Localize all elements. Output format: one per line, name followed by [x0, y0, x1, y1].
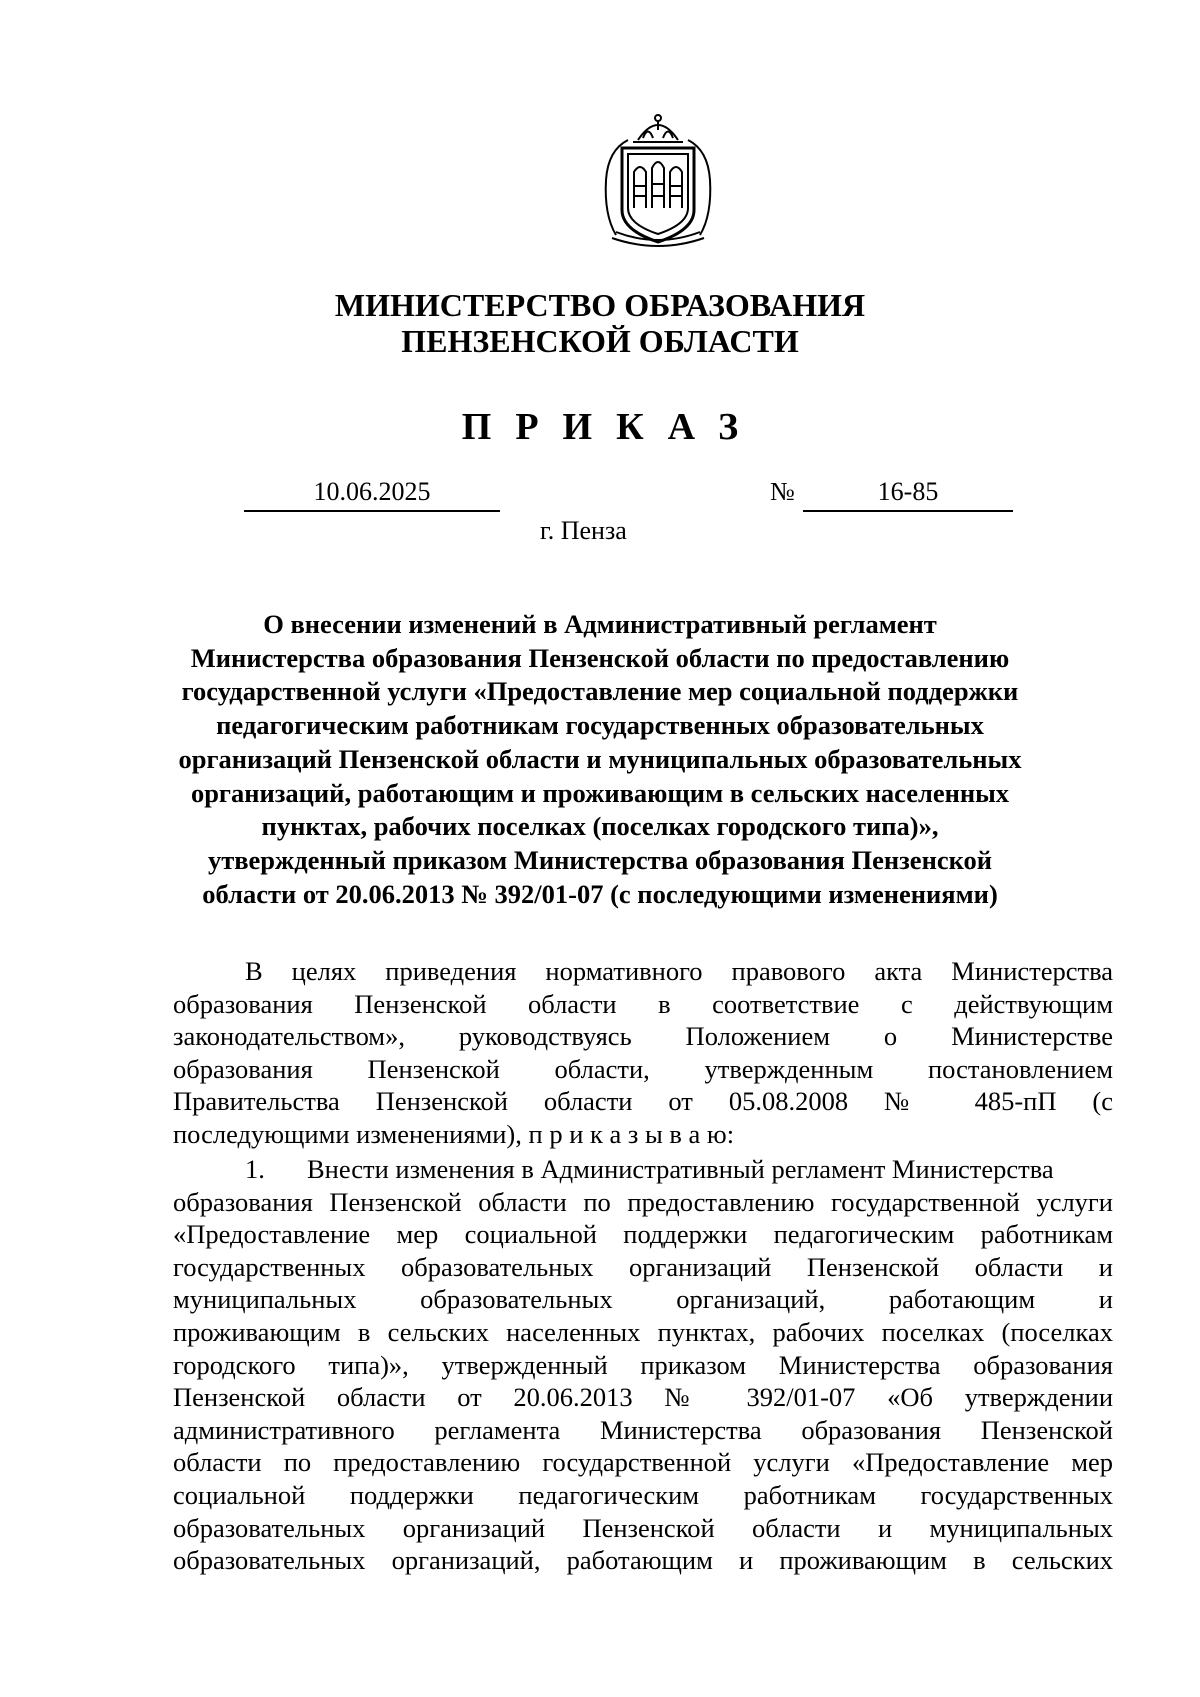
title-line: Министерства образования Пензенской области по предоставлению: [190, 642, 1010, 673]
document-type-heading: ПРИКАЗ: [461, 406, 763, 448]
paragraph-line: государственных образовательных организаций Пензенской области и: [173, 1251, 1113, 1282]
paragraph-line: проживающим в сельских населенных пунктах, рабочих поселках (поселках: [173, 1316, 1113, 1347]
paragraph-line: «Предоставление мер социальной поддержки педагогическим работникам: [173, 1219, 1113, 1250]
paragraph-line: административного регламента Министерства образования Пензенской: [173, 1414, 1113, 1445]
paragraph-line: образовательных организаций, работающим и проживающим в сельских: [173, 1545, 1113, 1576]
paragraph-line: Пензенской области от 20.06.2013 № 392/01-07 «Об утверждении: [173, 1382, 1113, 1413]
clause-first-line-text: Внести изменения в Административный регламент Министерства: [307, 1154, 1054, 1184]
title-line: О внесении изменений в Административный регламент: [263, 609, 937, 639]
title-line: утвержденный приказом Министерства образования Пензенской: [207, 844, 993, 875]
paragraph-line: образовательных организаций Пензенской области и муниципальных: [173, 1512, 1113, 1543]
paragraph-line: образования Пензенской области, утвержденным постановлением: [173, 1053, 1113, 1084]
title-line: области от 20.06.2013 № 392/01-07 (с последующими изменениями): [202, 878, 998, 909]
issue-city: г. Пенза: [540, 516, 627, 545]
order-number: 16-85: [803, 474, 1013, 512]
paragraph-line: муниципальных образовательных организаций, работающим и: [173, 1284, 1113, 1315]
coat-of-arms-emblem: [598, 110, 718, 250]
paragraph-line: образования Пензенской области в соответствие с действующим: [173, 988, 1113, 1019]
paragraph-line: Правительства Пензенской области от 05.08.2008 № 485-пП (с: [173, 1086, 1113, 1117]
title-line: организаций, работающим и проживающим в сельских населенных: [190, 777, 1010, 808]
clause-number: 1.: [245, 1154, 265, 1184]
number-sign: №: [770, 477, 795, 506]
ministry-name-line2: ПЕНЗЕНСКОЙ ОБЛАСТИ: [401, 323, 799, 359]
title-line: организаций Пензенской области и муниципальных образовательных: [178, 743, 1022, 774]
title-line: государственной услуги «Предоставление мер социальной поддержки: [181, 676, 1019, 707]
paragraph-line: образования Пензенской области по предоставлению государственной услуги: [173, 1186, 1113, 1217]
paragraph-line: законодательством», руководствуясь Положением о Министерстве: [173, 1021, 1113, 1052]
paragraph-line: области по предоставлению государственной услуги «Предоставление мер: [173, 1447, 1113, 1478]
preamble-paragraph: [173, 955, 1113, 1151]
title-line: педагогическим работникам государственных образовательных: [216, 710, 984, 741]
clause-first-line: [173, 1153, 1113, 1186]
paragraph-line: последующими изменениями), п р и к а з ы в а ю:: [173, 1118, 735, 1149]
clause-1-paragraph: [173, 1153, 1113, 1577]
title-line: пунктах, рабочих поселках (поселках городского типа)»,: [261, 811, 939, 842]
paragraph-line: социальной поддержки педагогическим работникам государственных: [173, 1479, 1113, 1510]
order-date: 10.06.2025: [244, 474, 500, 512]
ministry-name-line1: МИНИСТЕРСТВО ОБРАЗОВАНИЯ: [334, 287, 866, 323]
paragraph-line: городского типа)», утвержденный приказом Министерства образования: [173, 1349, 1113, 1380]
order-title: [150, 608, 1050, 911]
paragraph-line: В целях приведения нормативного правового акта Министерства: [245, 956, 1113, 986]
